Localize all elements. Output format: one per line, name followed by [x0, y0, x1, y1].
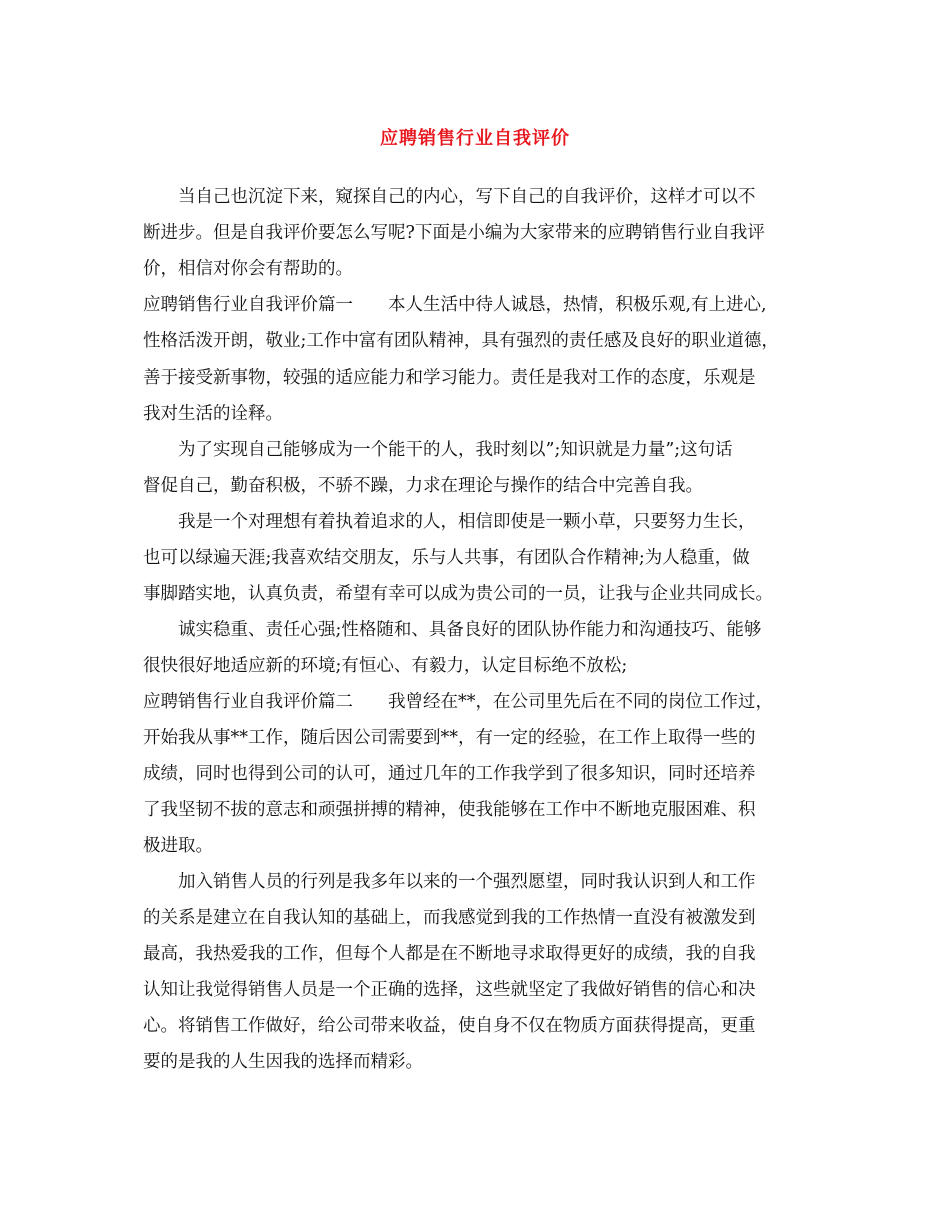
text-line: 也可以绿遍天涯;我喜欢结交朋友，乐与人共事，有团队合作精神;为人稳重，做: [143, 548, 750, 568]
text-line: 要的是我的人生因我的选择而精彩。: [143, 1052, 423, 1072]
text-line: 成绩，同时也得到公司的认可，通过几年的工作我学到了很多知识，同时还培养: [143, 764, 756, 784]
text-line: 为了实现自己能够成为一个能干的人，我时刻以”;知识就是力量”;这句话: [178, 440, 733, 460]
text-line: 很快很好地适应新的环境;有恒心、有毅力，认定目标绝不放松;: [143, 656, 628, 676]
text-line: 加入销售人员的行列是我多年以来的一个强烈愿望，同时我认识到人和工作: [178, 872, 756, 892]
text-line: 应聘销售行业自我评价篇一 本人生活中待人诚恳，热情，积极乐观,有上进心,: [143, 295, 767, 315]
text-line: 应聘销售行业自我评价篇二 我曾经在**，在公司里先后在不同的岗位工作过，: [143, 692, 773, 712]
text-line: 断进步。但是自我评价要怎么写呢?下面是小编为大家带来的应聘销售行业自我评: [143, 223, 765, 243]
text-line: 善于接受新事物，较强的适应能力和学习能力。责任是我对工作的态度，乐观是: [143, 368, 756, 388]
text-line: 我对生活的诠释。: [143, 404, 283, 424]
document-title: 应聘销售行业自我评价: [380, 128, 570, 149]
text-line: 价，相信对你会有帮助的。: [143, 259, 353, 279]
text-line: 的关系是建立在自我认知的基础上，而我感觉到我的工作热情一直没有被激发到: [143, 908, 756, 928]
text-line: 诚实稳重、责任心强;性格随和、具备良好的团队协作能力和沟通技巧、能够: [178, 620, 762, 640]
text-line: 性格活泼开朗，敬业;工作中富有团队精神，具有强烈的责任感及良好的职业道德，: [143, 331, 779, 351]
text-line: 极进取。: [143, 836, 213, 856]
text-line: 当自己也沉淀下来，窥探自己的内心，写下自己的自我评价，这样才可以不: [178, 187, 756, 207]
text-line: 开始我从事**工作，随后因公司需要到**，有一定的经验，在工作上取得一些的: [143, 728, 756, 748]
text-line: 了我坚韧不拔的意志和顽强拼搏的精神，使我能够在工作中不断地克服困难、积: [143, 800, 756, 820]
text-line: 最高，我热爱我的工作，但每个人都是在不断地寻求取得更好的成绩，我的自我: [143, 944, 756, 964]
text-line: 心。将销售工作做好，给公司带来收益，使自身不仅在物质方面获得提高，更重: [143, 1016, 756, 1036]
text-line: 我是一个对理想有着执着追求的人，相信即使是一颗小草，只要努力生长，: [178, 512, 756, 532]
text-line: 认知让我觉得销售人员是一个正确的选择，这些就坚定了我做好销售的信心和决: [143, 980, 756, 1000]
text-line: 督促自己，勤奋积极，不骄不躁，力求在理论与操作的结合中完善自我。: [143, 476, 703, 496]
text-line: 事脚踏实地，认真负责，希望有幸可以成为贵公司的一员，让我与企业共同成长。: [143, 584, 773, 604]
